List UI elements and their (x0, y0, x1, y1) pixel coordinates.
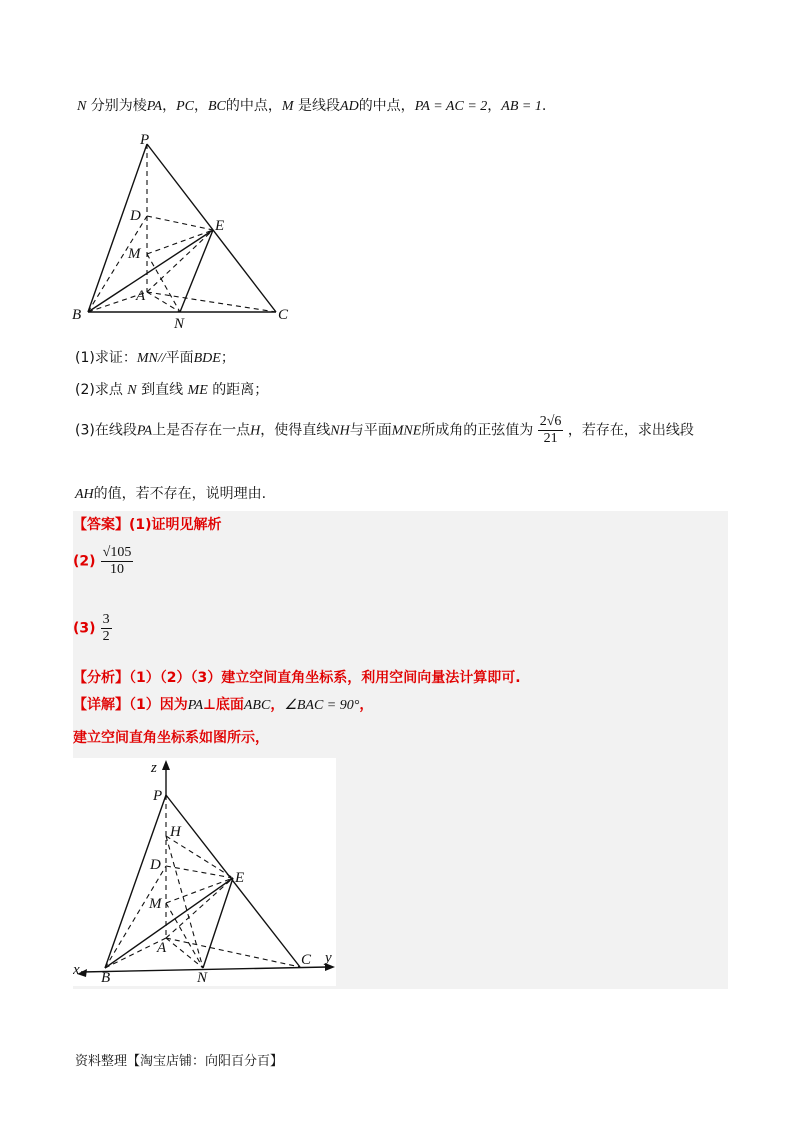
detail-line-1: 【详解】（1）因为PA⊥底面ABC，∠BAC = 90°， (73, 697, 374, 713)
edge-ac (166, 938, 300, 967)
label-m: M (128, 246, 141, 262)
label-p: P (153, 788, 163, 804)
coordinate-figure (73, 758, 336, 986)
label-b: B (72, 307, 82, 323)
edge-en (203, 878, 233, 968)
label-p: P (140, 132, 150, 148)
z-axis-arrow (162, 760, 170, 770)
sine-value-fraction: $\frac{2√6}{21}$ (539, 414, 562, 446)
label-a: A (136, 288, 146, 304)
footer-source: 资料整理【淘宝店铺：向阳百分百】 (75, 1054, 284, 1069)
answer-3: (3) $\frac{3}{2}$ (73, 612, 110, 644)
label-z: z (151, 760, 157, 776)
edge-pb (88, 144, 147, 312)
label-n: N (197, 970, 208, 986)
label-b: B (101, 970, 111, 986)
answer-label: 【答案】(1)证明见解析 (73, 517, 222, 533)
answer-3-fraction: $\frac{3}{2}$ (102, 612, 110, 644)
question-1: (1)求证：MN//平面BDE； (75, 350, 235, 366)
label-n: N (174, 316, 185, 330)
answer-2-fraction: $\frac{√105}{10}$ (102, 545, 132, 577)
label-a: A (157, 940, 167, 956)
edge-pc (147, 144, 276, 312)
label-y: y (325, 950, 332, 966)
detail-line-2: 建立空间直角坐标系如图所示， (73, 730, 269, 746)
label-m: M (149, 896, 162, 912)
edge-ac (147, 292, 276, 312)
question-3: (3)在线段PA上是否存在一点H，使得直线NH与平面MNE所成角的正弦值为 $\frac{2√6}{21}$ ，若存在，求出线段 (75, 414, 694, 446)
label-h: H (170, 824, 181, 840)
label-d: D (150, 857, 161, 873)
label-x: x (73, 962, 80, 978)
edge-me (166, 878, 233, 903)
edge-be (105, 878, 233, 968)
label-c: C (301, 952, 312, 968)
label-e: E (235, 870, 245, 886)
label-e: E (215, 218, 225, 234)
question-3-cont: AH的值，若不存在，说明理由. (75, 486, 267, 502)
analysis-text: 【分析】（1）（2）（3）建立空间直角坐标系，利用空间向量法计算即可. (73, 670, 521, 686)
edge-ae (147, 230, 213, 292)
problem-intro: N 分别为棱PA，PC，BC的中点，M 是线段AD的中点，PA = AC = 2，AB = 1. (77, 98, 547, 114)
edge-pc (166, 795, 300, 967)
label-d: D (130, 208, 141, 224)
edge-en (180, 230, 213, 312)
label-c: C (278, 307, 289, 323)
edge-an (147, 292, 180, 312)
question-2: (2)求点 N 到直线 ME 的距离； (75, 382, 269, 398)
answer-2: (2) $\frac{√105}{10}$ (73, 545, 132, 577)
edge-me (147, 230, 213, 254)
pyramid-figure (70, 130, 300, 330)
